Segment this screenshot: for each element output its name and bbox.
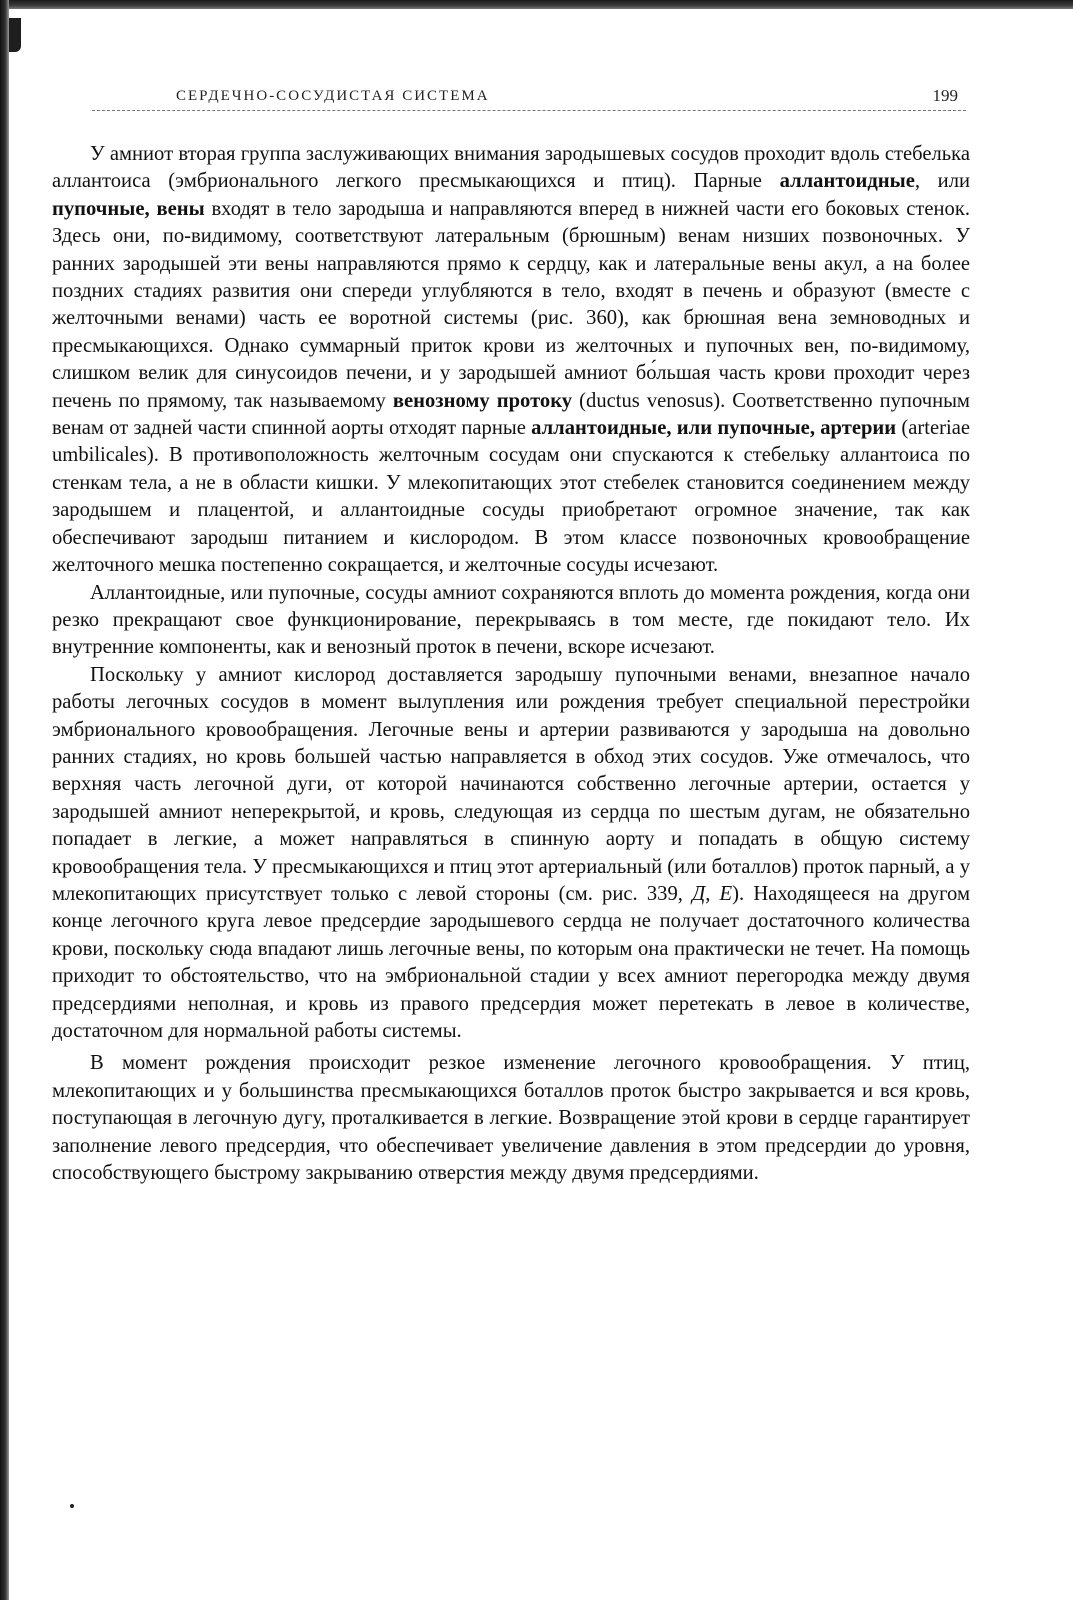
text-run: (ductus venosus). Соответственно пупочным венам от задней части спинной аорты отходят парные (52, 389, 970, 440)
paragraph (52, 662, 970, 1046)
text-run: Аллантоидные, или пупочные, сосуды амниот сохраняются вплоть до момента рождения, когда они резко прекращают свое функционирование, перекрываясь в том месте, где покидают тело. Их внутренние компоненты, как и венозный проток в печени, вскоре исчезают. (52, 581, 970, 659)
text-run: входят в тело зародыша и направляются вперед в нижней части его боковых стенок. Здесь они, по-видимому, соответствуют латеральным (брюшным) венам низших позвоночных. У ранних зародышей эти вены направляются прямо к сердцу, как и латеральные вены акул, а на более поздних стадиях развития они спереди углубляются в тело, входят в печень и образуют (вместе с желточными венами) часть ее воротной системы (рис. 360), как брюшная вена земноводных и пресмыкающихся. Однако суммарный приток крови из желточных и пупочных вен, по-видимому, слишком велик для синусоидов печени, и у зародышей амниот бо́льшая часть крови проходит через печень по прямому, так называемому (52, 197, 970, 412)
text-run: У амниот вторая группа заслуживающих внимания зародышевых сосудов проходит вдоль стебелька аллантоиса (эмбрионального легкого пресмыкающихся и птиц). Парные (52, 143, 970, 193)
bold-term: венозному протоку (392, 389, 573, 412)
paragraph (52, 1050, 970, 1187)
page-number: 199 (932, 86, 958, 105)
paragraph (52, 141, 970, 580)
scan-edge-top (0, 0, 1073, 9)
bold-term: аллантоидные, или пупочные, артерии (531, 417, 897, 440)
scan-edge-left (0, 0, 9, 1600)
bold-term: пупочные, вены (52, 197, 205, 220)
scan-edge-mark (9, 18, 21, 52)
text-run: В момент рождения происходит резкое изменение легочного кровообращения. У птиц, млекопитающих и у большинства пресмыкающихся боталлов проток быстро закрывается и вся кровь, поступающая в легочную дугу, проталкивается в легкие. Возвращение этой крови в сердце гарантирует заполнение левого предсердия, что обеспечивает увеличение давления в этом предсердии до уровня, способствующего быстрому закрыванию отверстия между двумя предсердиями. (52, 1052, 970, 1185)
bold-term: аллантоидные (779, 170, 915, 193)
text-run: ). Находящееся на другом конце легочного круга левое предсердие зародышевого сердца не получает достаточного количества крови, поскольку сюда впадают лишь легочные вены, по которым она практически не течет. На помощь приходит то обстоятельство, что на эмбриональной стадии у всех амниот перегородка между двумя предсердиями неполная, и кровь из правого предсердия может перетекать в левое в количестве, достаточном для нормальной работы системы. (52, 882, 970, 1042)
italic-term: Д (692, 882, 706, 905)
text-run: Поскольку у амниот кислород доставляется зародышу пупочными венами, внезапное начало работы легочных сосудов в момент вылупления или рождения требует специальной перестройки эмбрионального кровообращения. Легочные вены и артерии развиваются у зародыша на довольно ранних стадиях, но кровь большей частью направляется в обход этих сосудов. Уже отмечалось, что верхняя часть легочной дуги, от которой начинаются собственно легочные артерии, остается у зародышей амниот неперекрытой, и кровь, следующая из сердца по шестым дугам, не обязательно попадает в легкие, а может направляться в спинную аорту и попадать в общую систему кровообращения тела. У пресмыкающихся и птиц этот артериальный (или боталлов) проток парный, а у млекопитающих присутствует только с левой стороны (см. рис. 339, (52, 663, 970, 905)
paragraph (52, 580, 970, 662)
text-run: (arteriae umbilicales). В противоположность желточным сосудам они спускаются к стебельку аллантоиса по стенкам тела, а не в области кишки. У млекопитающих этот стебелек становится соединением между зародышем и плацентой, и аллантоидные сосуды приобретают огромное значение, так как обеспечивают зародыш питанием и кислородом. В этом классе позвоночных кровообращение желточного мешка постепенно сокращается, и желточные сосуды исчезают. (52, 417, 970, 577)
body-text (52, 141, 970, 1187)
header-rule (92, 110, 966, 111)
italic-term: Е (719, 882, 733, 905)
page-header (92, 82, 966, 114)
running-title: СЕРДЕЧНО-СОСУДИСТАЯ СИСТЕМА (176, 88, 490, 104)
scan-speck (70, 1504, 74, 1508)
text-run: , (705, 882, 720, 905)
text-run: , или (914, 170, 970, 193)
